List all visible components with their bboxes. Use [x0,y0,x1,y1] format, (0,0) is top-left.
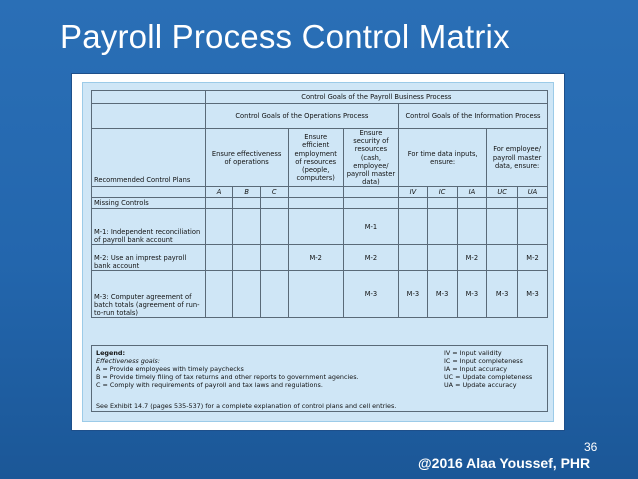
matrix-cell [260,209,288,245]
matrix-cell [205,271,233,318]
matrix-cell: M-2 [457,245,487,271]
legend-item: A = Provide employees with timely paychecks [96,365,244,374]
matrix-cell [427,245,457,271]
legend-codes [444,349,544,389]
matrix-cell [487,245,518,271]
col-header-a: A [205,187,233,198]
legend-footnote: See Exhibit 14.7 (pages 535-537) for a complete explanation of control plans and cell entries. [96,402,397,410]
matrix-cell [233,245,261,271]
credit-footer: @2016 Alaa Youssef, PHR [418,455,591,471]
matrix-cell: M-1 [343,209,398,245]
table-row [92,271,548,318]
matrix-cell: M-2 [343,245,398,271]
matrix-cell [518,209,548,245]
matrix-cell [205,209,233,245]
goal-security: Ensure security of resources (cash, employee/ payroll master data) [343,129,398,187]
control-matrix-table [91,90,548,318]
col-header-security [343,187,398,198]
legend-code: IV = Input validity [444,349,502,357]
matrix-cell [233,209,261,245]
goal-efficient: Ensure efficient employment of resources (people, computers) [288,129,343,187]
matrix-cell [205,245,233,271]
legend-box [91,345,548,412]
matrix-cell [260,271,288,318]
matrix-cell: M-3 [518,271,548,318]
table-row [92,245,548,271]
control-plan-label: M-1: Independent reconciliation of payroll bank account [92,209,206,245]
matrix-cell: M-3 [427,271,457,318]
matrix-cell [260,245,288,271]
control-plan-label: M-3: Computer agreement of batch totals (agreement of run-to-run totals) [92,271,206,318]
matrix-top-header: Control Goals of the Payroll Business Process [205,91,547,104]
info-group-header: Control Goals of the Information Process [399,104,548,129]
slide-title: Payroll Process Control Matrix [60,18,510,55]
matrix-cell [427,209,457,245]
col-header-ia: IA [457,187,487,198]
col-header-ic: IC [427,187,457,198]
matrix-cell [487,209,518,245]
matrix-cell [288,271,343,318]
section-label: Missing Controls [92,198,206,209]
matrix-cell [399,245,428,271]
goal-time-data: For time data inputs, ensure: [399,129,487,187]
page-number: 36 [584,440,598,454]
matrix-corner-cell-2 [92,104,206,129]
legend-code: IC = Input completeness [444,357,523,366]
legend-code: UA = Update accuracy [444,381,517,390]
matrix-cell: M-3 [487,271,518,318]
ops-group-header: Control Goals of the Operations Process [205,104,398,129]
matrix-cell [233,271,261,318]
col-header-blank [92,187,206,198]
matrix-panel [82,82,554,422]
legend-code: IA = Input accuracy [444,365,508,374]
legend-item: C = Comply with requirements of payroll and tax laws and regulations. [96,381,323,390]
control-plan-label: M-2: Use an imprest payroll bank account [92,245,206,271]
legend-code: UC = Update completeness [444,373,533,382]
matrix-cell: M-2 [288,245,343,271]
recommended-plans-header: Recommended Control Plans [92,129,206,187]
control-matrix-figure [71,73,565,431]
col-header-uc: UC [487,187,518,198]
matrix-cell: M-3 [457,271,487,318]
col-header-c: C [260,187,288,198]
matrix-cell [457,209,487,245]
col-header-ua: UA [518,187,548,198]
matrix-cell: M-3 [343,271,398,318]
goal-master-data: For employee/ payroll master data, ensure: [487,129,548,187]
legend-item: B = Provide timely filing of tax returns and other reports to government agencies. [96,373,359,382]
goal-effectiveness: Ensure effectiveness of operations [205,129,288,187]
matrix-cell [399,209,428,245]
legend-title: Legend: [96,349,125,357]
col-header-iv: IV [399,187,428,198]
legend-left [96,349,431,389]
table-row [92,209,548,245]
col-header-efficient [288,187,343,198]
col-header-b: B [233,187,261,198]
matrix-corner-cell [92,91,206,104]
matrix-cell [288,209,343,245]
matrix-cell: M-2 [518,245,548,271]
legend-subtitle: Effectiveness goals: [96,357,160,366]
matrix-cell: M-3 [399,271,428,318]
